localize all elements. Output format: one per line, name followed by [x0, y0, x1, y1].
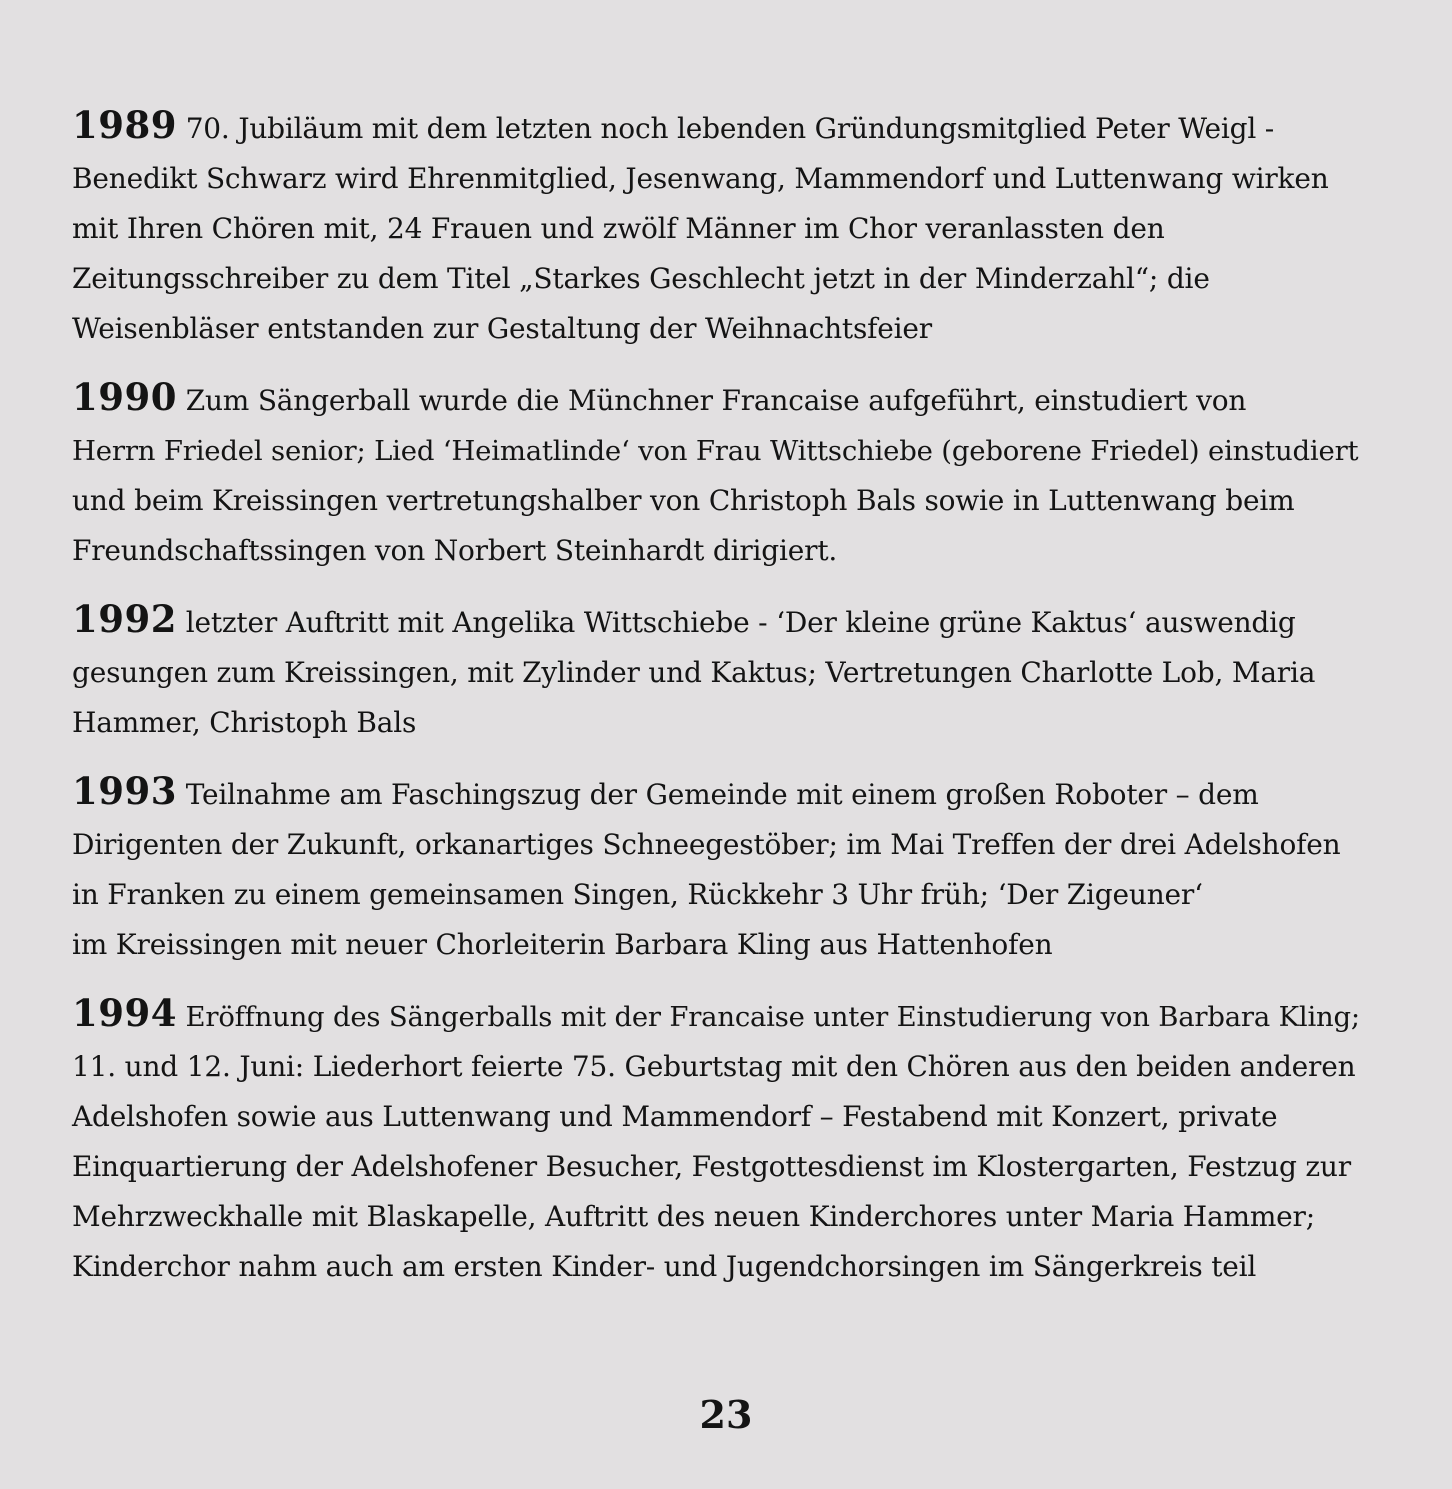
- entry-line: Herrn Friedel senior; Lied ‘Heimatlinde‘ von Frau Wittschiebe (geborene Friedel) einstudiert: [72, 435, 1359, 467]
- chronicle-entry-1993: [72, 766, 1372, 970]
- entry-line: Zeitungsschreiber zu dem Titel „Starkes Geschlecht jetzt in der Minderzahl“; die: [72, 262, 1210, 295]
- entry-line: und beim Kreissingen vertretungshalber von Christoph Bals sowie in Luttenwang beim: [72, 484, 1295, 517]
- entry-line: Benedikt Schwarz wird Ehrenmitglied, Jesenwang, Mammendorf und Luttenwang wirken: [72, 162, 1329, 195]
- entry-year: 1989: [72, 103, 177, 147]
- entry-text: Zum Sängerball wurde die Münchner Francaise aufgeführt, einstudiert von: [185, 384, 1247, 417]
- entry-line: Weisenbläser entstanden zur Gestaltung der Weihnachtsfeier: [72, 312, 932, 345]
- chronicle-entry-1994: [72, 988, 1372, 1292]
- entry-line: 11. und 12. Juni: Liederhort feierte 75. Geburtstag mit den Chören aus den beiden anderen: [72, 1050, 1356, 1083]
- entry-line: Freundschaftssingen von Norbert Steinhardt dirigiert.: [72, 534, 838, 567]
- chronicle-entry-1990: [72, 372, 1372, 576]
- entry-year: 1990: [72, 375, 177, 419]
- page-number: 23: [699, 1392, 753, 1437]
- entry-year: 1994: [72, 991, 177, 1035]
- entry-line: Mehrzweckhalle mit Blaskapelle, Auftritt des neuen Kinderchores unter Maria Hammer;: [72, 1200, 1315, 1233]
- entry-line: [72, 100, 1372, 154]
- entry-line: [72, 594, 1372, 648]
- entry-year: 1992: [72, 597, 177, 641]
- entry-line: [72, 988, 1372, 1042]
- entry-year: 1993: [72, 769, 177, 813]
- entry-line: [72, 766, 1372, 820]
- entry-line: Adelshofen sowie aus Luttenwang und Mammendorf – Festabend mit Konzert, private: [72, 1100, 1278, 1133]
- chronicle-entry-1989: [72, 100, 1372, 354]
- entry-line: gesungen zum Kreissingen, mit Zylinder und Kaktus; Vertretungen Charlotte Lob, Maria: [72, 656, 1316, 689]
- entry-line: in Franken zu einem gemeinsamen Singen, Rückkehr 3 Uhr früh; ‘Der Zigeuner‘: [72, 878, 1203, 911]
- entry-text: Eröffnung des Sängerballs mit der Francaise unter Einstudierung von Barbara Kling;: [185, 1001, 1360, 1033]
- entry-line: Einquartierung der Adelshofener Besucher, Festgottesdienst im Klostergarten, Festzug zur: [72, 1150, 1351, 1183]
- chronicle-page: [72, 100, 1372, 1310]
- entry-line: [72, 372, 1372, 426]
- entry-line: Kinderchor nahm auch am ersten Kinder- und Jugendchorsingen im Sängerkreis teil: [72, 1250, 1257, 1283]
- entry-text: Teilnahme am Faschingszug der Gemeinde mit einem großen Roboter – dem: [185, 778, 1259, 811]
- entry-text: letzter Auftritt mit Angelika Wittschiebe - ‘Der kleine grüne Kaktus‘ auswendig: [185, 606, 1296, 639]
- chronicle-entry-1992: [72, 594, 1372, 748]
- entry-text: 70. Jubiläum mit dem letzten noch lebenden Gründungsmitglied Peter Weigl -: [185, 112, 1275, 145]
- entry-line: Dirigenten der Zukunft, orkanartiges Schneegestöber; im Mai Treffen der drei Adelshofen: [72, 828, 1341, 861]
- entry-line: Hammer, Christoph Bals: [72, 706, 417, 739]
- entry-line: mit Ihren Chören mit, 24 Frauen und zwölf Männer im Chor veranlassten den: [72, 212, 1165, 245]
- entry-line: im Kreissingen mit neuer Chorleiterin Barbara Kling aus Hattenhofen: [72, 928, 1053, 961]
